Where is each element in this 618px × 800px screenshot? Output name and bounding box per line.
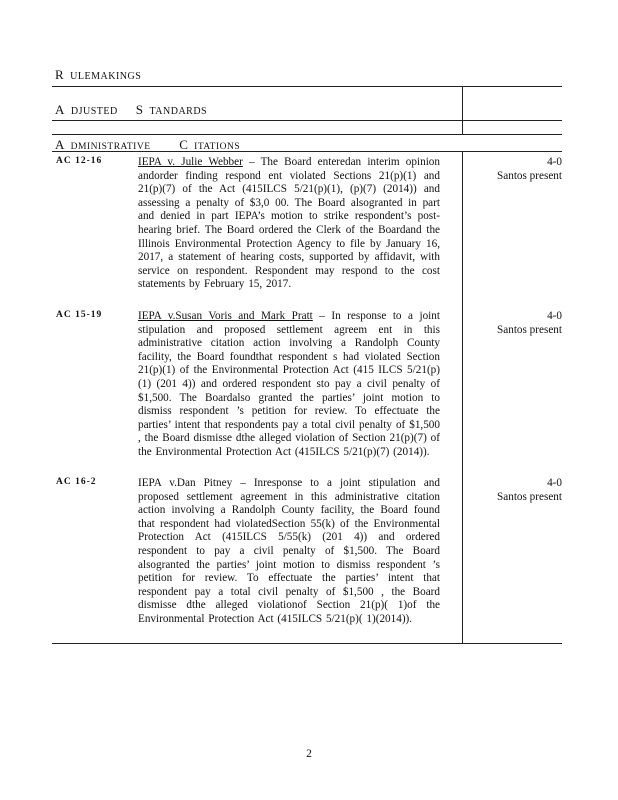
section-initial: A <box>55 102 65 117</box>
entry-text <box>138 477 440 627</box>
vote-present: Santos present <box>497 490 562 503</box>
docket-number: AC 16-2 <box>56 477 97 487</box>
page-number: 2 <box>306 748 312 760</box>
vote-count: 4-0 <box>547 156 562 168</box>
section-rest: TANDARDS <box>149 106 208 117</box>
section-initial: S <box>135 102 144 117</box>
vote-count: 4-0 <box>547 477 562 489</box>
column-divider <box>462 86 463 120</box>
divider <box>52 151 562 152</box>
section-initial: R <box>55 67 65 82</box>
entry-text <box>138 156 440 292</box>
vote-present: Santos present <box>497 169 562 182</box>
section-rest: DMINISTRATIVE <box>70 142 151 152</box>
vote-count: 4-0 <box>547 310 562 322</box>
section-initial: C <box>179 137 189 152</box>
section-title-rulemakings <box>55 67 141 83</box>
section-rest: ITATIONS <box>194 142 241 152</box>
case-title: IEPA v.Susan Voris and Mark Pratt <box>138 310 313 322</box>
section-rest: ULEMAKINGS <box>70 71 142 82</box>
section-title-adjusted-standards <box>55 102 207 118</box>
entry-description: – The Board enteredan interim opinion andorder finding respond ent violated Sections 21(p)(1) and 21(p)(7) of the Act (415ILCS 5/21(p)(1), (p)(7) (2014)) and assessing a penalty of $3,0 00. The Board alsogranted in part and denied in part IEPA’s motion to strike respondent’s post-hearing brief. The Board ordered the Clerk of the Boardand the Illinois Environmental Protection Agency to file by January 16, 2017, a statement of hearing costs, supported by affidavit, with service on respondent. Respondent may respond to the cost statements by February 15, 2017. <box>138 156 440 291</box>
section-rest: DJUSTED <box>70 106 118 117</box>
docket-number: AC 15-19 <box>56 310 103 320</box>
entry-text <box>138 310 440 460</box>
docket-number: AC 12-16 <box>56 156 103 166</box>
entry-description: – In response to a joint stipulation and proposed settlement agreem ent in this administrative citation action involving a Randolph County facility, the Board foundthat respondent s had violated Section 21(p)(1) of the Environmental Protection Act (415 ILCS 5/21(p)(1) (201 4)) and ordered respondent sto pay a civil penalty of $1,500. The Boardalso granted the parties’ joint motion to dismiss respondent ’s petition for review. To effectuate the parties’ intent that respondents pay a total civil penalty of $1,500 , the Board dismisse dthe alleged violation of Section 21(p)(7) of the Environmental Protection Act (415ILCS 5/21(p)(7) (2014)). <box>138 310 440 458</box>
case-title: IEPA v. Julie Webber <box>138 156 243 168</box>
divider <box>52 643 562 644</box>
divider <box>52 134 562 135</box>
section-initial: A <box>55 137 65 152</box>
vote <box>462 310 562 337</box>
column-divider <box>462 120 463 134</box>
column-divider <box>462 151 463 643</box>
entry-description: IEPA v.Dan Pitney – Inresponse to a joint stipulation and proposed settlement agreement in this administrative citation action involving a Randolph County facility, the Board found that respondent had violatedSection 55(k) of the Environmental Protection Act (415ILCS 5/55(k) (201 4)) and ordered respondent to pay a civil penalty of $1,500. The Board alsogranted the parties’ joint motion to dismiss respondent ’s petition for review. To effectuate the parties’ intent that respondent pay a total civil penalty of $1,500 , the Board dismisse dthe alleged violationof Section 21(p)( 1)of the Environmental Protection Act (415ILCS 5/21(p)( 1)(2014)). <box>138 477 440 625</box>
vote <box>462 477 562 504</box>
divider <box>52 86 562 87</box>
vote <box>462 156 562 183</box>
vote-present: Santos present <box>497 323 562 336</box>
divider <box>52 120 562 121</box>
